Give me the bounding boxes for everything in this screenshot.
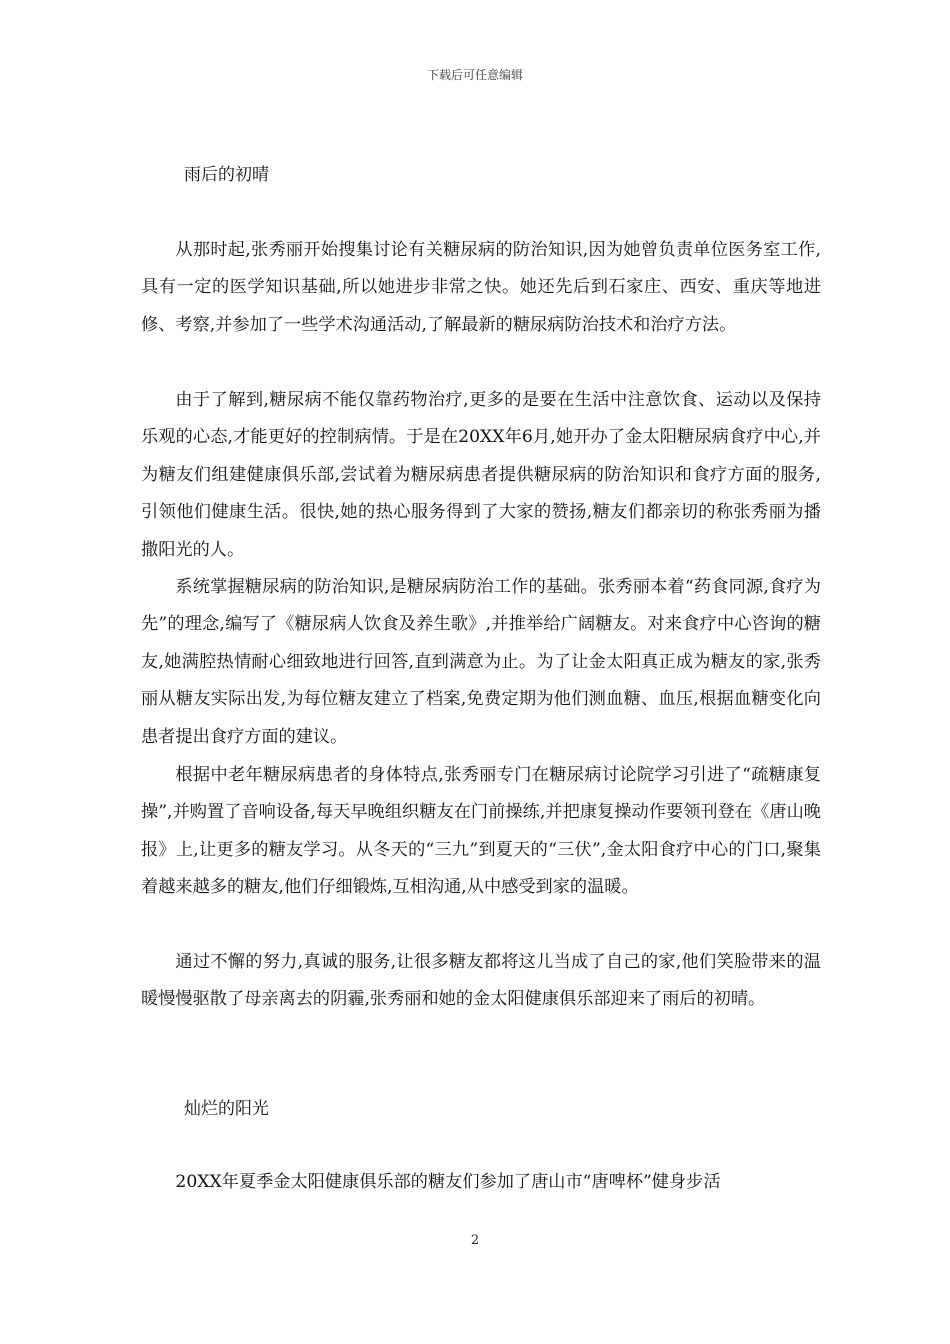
section-title-1: 雨后的初晴	[184, 165, 269, 185]
paragraph-6: 20XX年夏季金太阳健康俱乐部的糖友们参加了唐山市“唐啤杯”健身步活	[175, 1172, 721, 1192]
section-title-2: 灿烂的阳光	[184, 1099, 269, 1119]
paragraph-2: 由于了解到,糖尿病不能仅靠药物治疗,更多的是要在生活中注意饮食、运动以及保持乐观的心态,才能更好的控制病情。于是在20XX年6月,她开办了金太阳糖尿病食疗中心,并为糖友们组建健康俱乐部,尝试着为糖尿病患者提供糖尿病的防治知识和食疗方面的服务,引领他们健康生活。很快,她的热心服务得到了大家的赞扬,糖友们都亲切的称张秀丽为播撒阳光的人。	[141, 390, 821, 560]
paragraph-1: 从那时起,张秀丽开始搜集讨论有关糖尿病的防治知识,因为她曾负责单位医务室工作,具有一定的医学知识基础,所以她进步非常之快。她还先后到石家庄、西安、重庆等地进修、考察,并参加了一些学术沟通活动,了解最新的糖尿病防治技术和治疗方法。	[141, 240, 821, 335]
page-number: 2	[470, 1233, 480, 1248]
paragraph-3: 系统掌握糖尿病的防治知识,是糖尿病防治工作的基础。张秀丽本着“药食同源,食疗为先”的理念,编写了《糖尿病人饮食及养生歌》,并推举给广阔糖友。对来食疗中心咨询的糖友,她满腔热情耐心细致地进行回答,直到满意为止。为了让金太阳真正成为糖友的家,张秀丽从糖友实际出发,为每位糖友建立了档案,免费定期为他们测血糖、血压,根据血糖变化向患者提出食疗方面的建议。	[141, 577, 821, 747]
paragraph-5: 通过不懈的努力,真诚的服务,让很多糖友都将这儿当成了自己的家,他们笑脸带来的温暖慢慢驱散了母亲离去的阴霾,张秀丽和她的金太阳健康俱乐部迎来了雨后的初晴。	[141, 952, 821, 1010]
paragraph-4: 根据中老年糖尿病患者的身体特点,张秀丽专门在糖尿病讨论院学习引进了“疏糖康复操”,并购置了音响设备,每天早晚组织糖友在门前操练,并把康复操动作要领刊登在《唐山晚报》上,让更多的糖友学习。从冬天的“三九”到夏天的“三伏”,金太阳食疗中心的门口,聚集着越来越多的糖友,他们仔细锻炼,互相沟通,从中感受到家的温暖。	[141, 765, 821, 898]
page-header: 下载后可任意编辑	[426, 68, 523, 82]
